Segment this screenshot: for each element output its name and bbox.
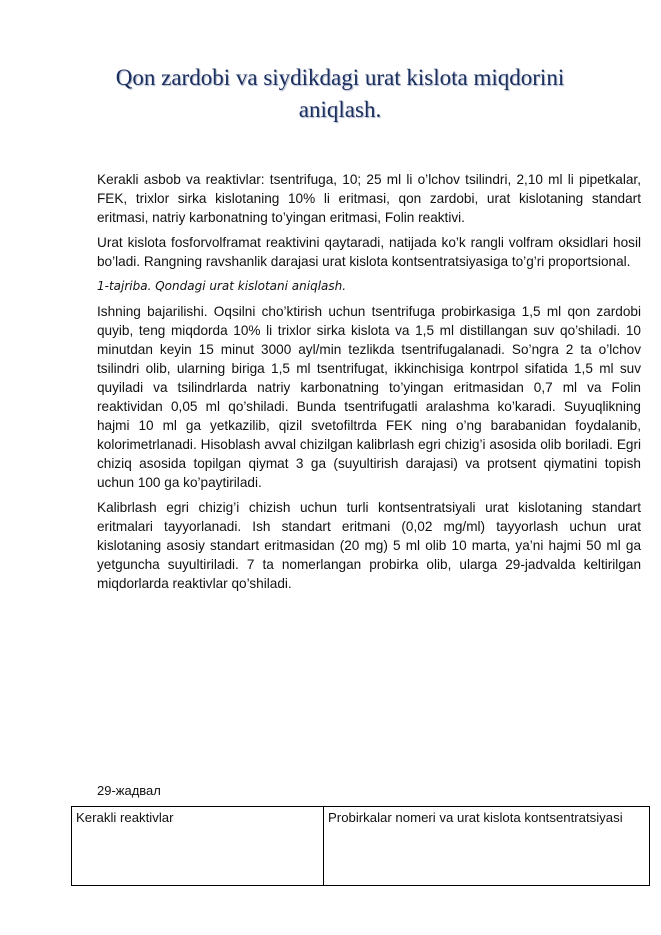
- table-header-reagents: Kerakli reaktivlar: [72, 807, 324, 886]
- paragraph-equipment: Kerakli asbob va reaktivlar: tsentrifuga, 10; 25 ml li o’lchov tsilindri, 2,10 ml li pipetkalar, FEK, trixlor sirka kislotaning 10% li eritmasi, qon zardobi, urat kislotaning standart eritmasi, natriy karbonatning to’yingan eritmasi, Folin reaktivi.: [97, 172, 641, 225]
- title-line-1: Qon zardobi va siydikdagi urat kislota miqdorini: [115, 65, 565, 90]
- reagents-table: [71, 806, 650, 886]
- page-title: [90, 62, 590, 126]
- table-caption: 29-жадвал: [97, 783, 161, 798]
- experiment-heading: 1-tajriba. Qondagi urat kislotani aniqlash.: [97, 279, 347, 293]
- document-body: [97, 170, 641, 599]
- title-line-2: aniqlash.: [298, 97, 382, 122]
- table-header-tubes: Probirkalar nomeri va urat kislota kontsentratsiyasi: [324, 807, 650, 886]
- table-row: [72, 807, 650, 886]
- paragraph-procedure: Ishning bajarilishi. Oqsilni cho’ktirish uchun tsentrifuga probirkasiga 1,5 ml qon zardobi quyib, teng miqdorda 10% li trixlor sirka kislota va 1,5 ml distillangan suv qo’shiladi. 10 minutdan keyin 15 minut 3000 ayl/min tezlikda tsentrifugalanadi. So’ngra 2 ta o’lchov tsilindri olib, ularning biriga 1,5 ml tsentrifugat, ikkinchisiga kontrpol sifatida 1,5 ml suv quyiladi va tsilindrlarda natriy karbonatning to’yingan eritmasidan 0,7 ml va Folin reaktividan 0,05 ml qo’shiladi. Bunda tsentrifugatli aralashma ko’karadi. Suyuqlikning hajmi 10 ml ga yetkazilib, qizil svetofiltrda FEK ning o’ng barabanidan foydalanib, kolorimetrlanadi. Hisoblash avval chizilgan kalibrlash egri chizig’i asosida olib boriladi. Egri chiziq asosida topilgan qiymat 3 ga (suyultirish darajasi) va protsent qiymatini topish uchun 100 ga ko’paytiriladi.: [97, 304, 641, 490]
- paragraph-principle: Urat kislota fosforvolframat reaktivini qaytaradi, natijada ko’k rangli volfram oksidlari hosil bo’ladi. Rangning ravshanlik darajasi urat kislota kontsentratsiyasiga to’g’ri proportsional.: [97, 235, 641, 269]
- paragraph-calibration: Kalibrlash egri chizig’i chizish uchun turli kontsentratsiyali urat kislotaning standart eritmalari tayyorlanadi. Ish standart eritmani (0,02 mg/ml) tayyorlash uchun urat kislotaning asosiy standart eritmasidan (20 mg) 5 ml olib 10 marta, ya’ni hajmi 50 ml ga yetguncha suyultiriladi. 7 ta nomerlangan probirka olib, ularga 29-jadvalda keltirilgan miqdorlarda reaktivlar qo’shiladi.: [97, 500, 641, 591]
